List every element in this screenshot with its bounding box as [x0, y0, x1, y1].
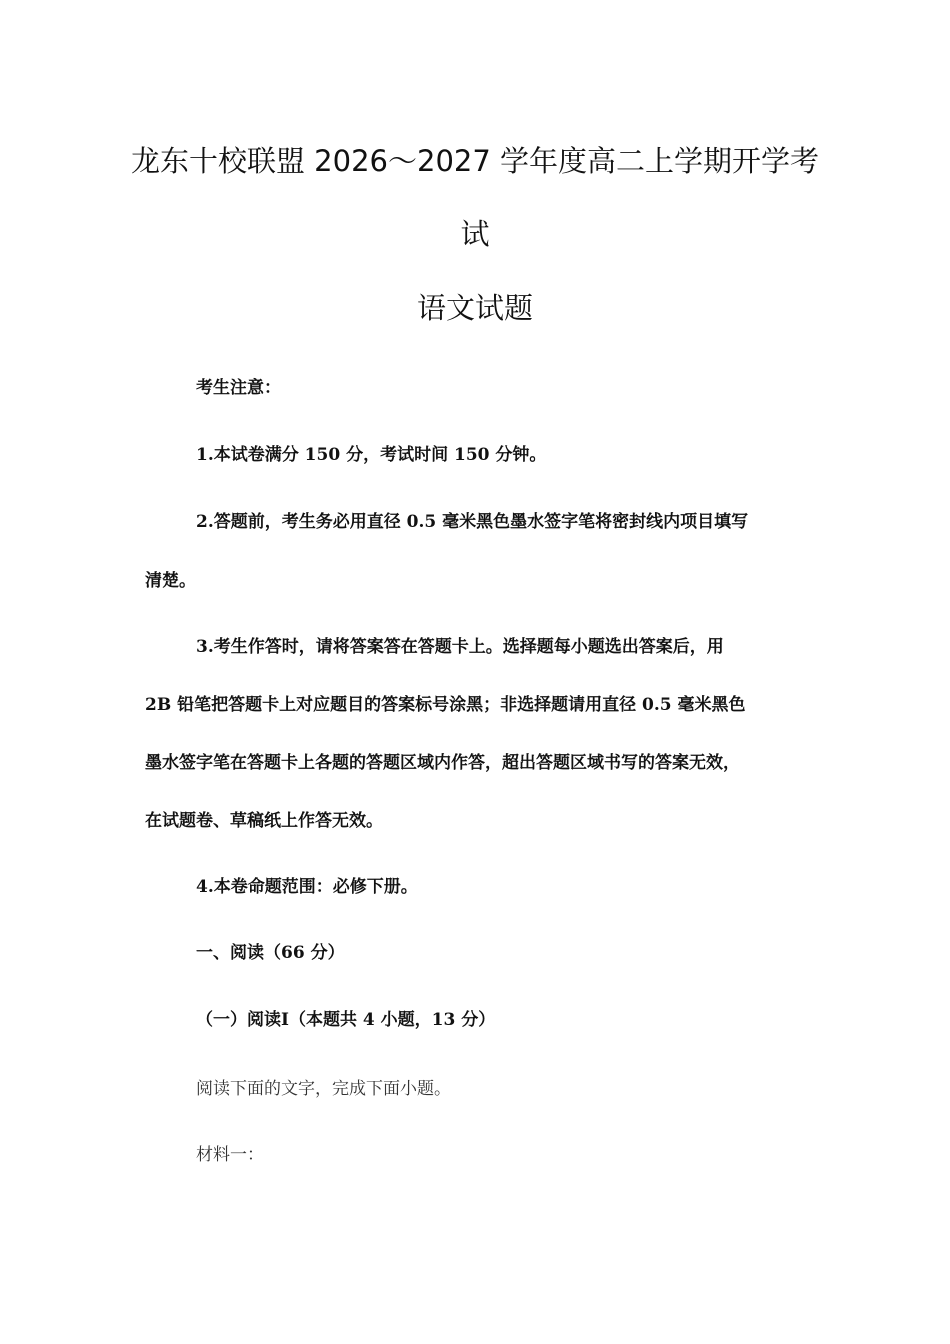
notice-item-2-line-1: 2.答题前，考生务必用直径 0.5 毫米黑色墨水签字笔将密封线内项目填写	[196, 512, 749, 532]
notice-item-3-line-3: 墨水签字笔在答题卡上各题的答题区域内作答，超出答题区域书写的答案无效，	[145, 753, 740, 773]
reading-instruction: 阅读下面的文字，完成下面小题。	[196, 1079, 451, 1099]
section-heading: 一、阅读（66 分）	[196, 943, 345, 963]
exam-title-line-1: 龙东十校联盟 2026～2027 学年度高二上学期开学考	[130, 144, 820, 178]
exam-title-line-2: 试	[460, 217, 490, 251]
notice-item-1: 1.本试卷满分 150 分，考试时间 150 分钟。	[196, 445, 547, 465]
notice-item-3-line-4: 在试题卷、草稿纸上作答无效。	[145, 811, 383, 831]
sub-section-heading: （一）阅读Ⅰ（本题共 4 小题，13 分）	[196, 1010, 496, 1030]
notice-item-2-line-2: 清楚。	[145, 571, 196, 591]
notice-item-4: 4.本卷命题范围：必修下册。	[196, 877, 418, 897]
notice-item-3-line-1: 3.考生作答时，请将答案答在答题卡上。选择题每小题选出答案后，用	[196, 637, 724, 657]
exam-subtitle: 语文试题	[416, 291, 533, 325]
notice-heading: 考生注意：	[196, 378, 281, 398]
material-label: 材料一：	[196, 1145, 264, 1165]
notice-item-3-line-2: 2B 铅笔把答题卡上对应题目的答案标号涂黑；非选择题请用直径 0.5 毫米黑色	[145, 695, 746, 715]
